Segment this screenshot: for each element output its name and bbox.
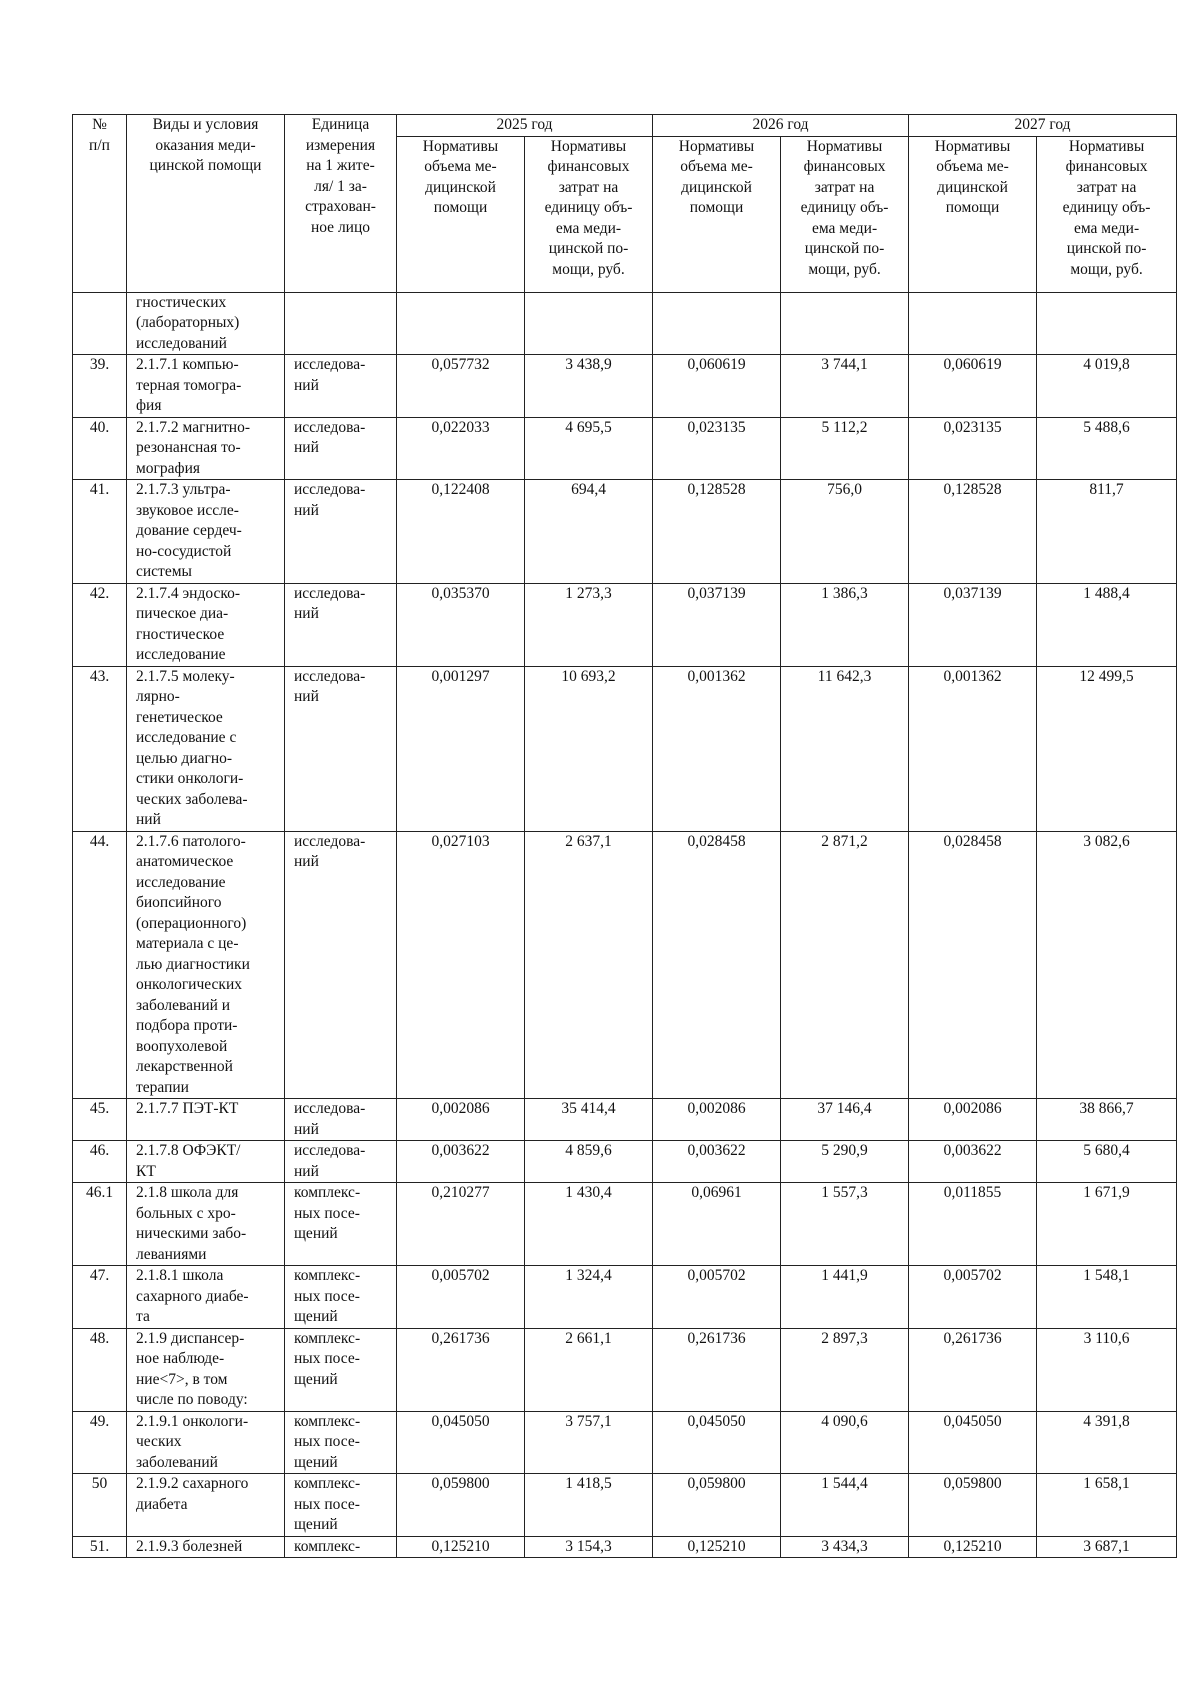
header-num: № п/п <box>73 115 127 293</box>
row-finance-2026: 11 642,3 <box>781 666 909 831</box>
header-volume-2027: Нормативы объема ме- дицинской помощи <box>909 136 1037 292</box>
row-unit: комплекс- ных посе- щений <box>285 1474 397 1537</box>
row-volume-2027: 0,003622 <box>909 1141 1037 1183</box>
row-volume-2026: 0,06961 <box>653 1183 781 1266</box>
row-unit <box>285 292 397 355</box>
header-finance-2025: Нормативы финансовых затрат на единицу объ- ема меди- цинской по- мощи, руб. <box>525 136 653 292</box>
table-row <box>73 1328 1177 1411</box>
row-number: 44. <box>73 831 127 1099</box>
table-row <box>73 292 1177 355</box>
row-unit: исследова- ний <box>285 1099 397 1141</box>
table-row <box>73 1411 1177 1474</box>
header-year-2026: 2026 год <box>653 115 909 137</box>
row-unit: комплекс- ных посе- щений <box>285 1183 397 1266</box>
row-number <box>73 292 127 355</box>
row-volume-2027: 0,128528 <box>909 480 1037 584</box>
row-finance-2026 <box>781 292 909 355</box>
row-unit: исследова- ний <box>285 1141 397 1183</box>
row-unit: комплекс- <box>285 1536 397 1558</box>
row-finance-2027: 3 082,6 <box>1037 831 1177 1099</box>
row-volume-2025: 0,002086 <box>397 1099 525 1141</box>
row-finance-2026: 37 146,4 <box>781 1099 909 1141</box>
row-volume-2025: 0,035370 <box>397 583 525 666</box>
row-volume-2025: 0,057732 <box>397 355 525 418</box>
table-row <box>73 1266 1177 1329</box>
table-row <box>73 1141 1177 1183</box>
row-kind: 2.1.9.2 сахарного диабета <box>127 1474 285 1537</box>
row-volume-2025: 0,027103 <box>397 831 525 1099</box>
row-finance-2025: 3 757,1 <box>525 1411 653 1474</box>
row-kind: 2.1.7.2 магнитно- резонансная то- мография <box>127 417 285 480</box>
row-finance-2026: 5 290,9 <box>781 1141 909 1183</box>
row-volume-2027: 0,011855 <box>909 1183 1037 1266</box>
row-volume-2027: 0,028458 <box>909 831 1037 1099</box>
row-volume-2026: 0,060619 <box>653 355 781 418</box>
row-unit: комплекс- ных посе- щений <box>285 1411 397 1474</box>
row-finance-2025: 1 324,4 <box>525 1266 653 1329</box>
row-volume-2026: 0,128528 <box>653 480 781 584</box>
row-number: 46. <box>73 1141 127 1183</box>
row-number: 41. <box>73 480 127 584</box>
header-volume-2025: Нормативы объема ме- дицинской помощи <box>397 136 525 292</box>
table-row <box>73 1183 1177 1266</box>
row-finance-2025: 2 661,1 <box>525 1328 653 1411</box>
row-finance-2027: 1 548,1 <box>1037 1266 1177 1329</box>
row-volume-2027: 0,261736 <box>909 1328 1037 1411</box>
row-unit: комплекс- ных посе- щений <box>285 1266 397 1329</box>
header-finance-2026: Нормативы финансовых затрат на единицу объ- ема меди- цинской по- мощи, руб. <box>781 136 909 292</box>
row-volume-2026: 0,002086 <box>653 1099 781 1141</box>
row-finance-2026: 5 112,2 <box>781 417 909 480</box>
row-kind: 2.1.7.1 компью- терная томогра- фия <box>127 355 285 418</box>
row-number: 39. <box>73 355 127 418</box>
row-finance-2025: 3 154,3 <box>525 1536 653 1558</box>
row-finance-2026: 1 441,9 <box>781 1266 909 1329</box>
row-kind: 2.1.7.6 патолого- анатомическое исследование биопсийного (операционного) материала с це- лью диагностики онкологических заболеваний и подбора проти- воопухолевой лекарственной терапии <box>127 831 285 1099</box>
row-volume-2027: 0,125210 <box>909 1536 1037 1558</box>
row-kind: 2.1.8 школа для больных с хро- ническими забо- леваниями <box>127 1183 285 1266</box>
row-volume-2026: 0,045050 <box>653 1411 781 1474</box>
row-volume-2025: 0,001297 <box>397 666 525 831</box>
table-row <box>73 417 1177 480</box>
row-finance-2027: 5 488,6 <box>1037 417 1177 480</box>
row-finance-2026: 3 744,1 <box>781 355 909 418</box>
header-unit: Единица измерения на 1 жите- ля/ 1 за- страхован- ное лицо <box>285 115 397 293</box>
row-number: 50 <box>73 1474 127 1537</box>
row-kind: 2.1.7.7 ПЭТ-КТ <box>127 1099 285 1141</box>
row-finance-2025: 1 430,4 <box>525 1183 653 1266</box>
table-row <box>73 480 1177 584</box>
row-volume-2027: 0,001362 <box>909 666 1037 831</box>
row-volume-2027: 0,002086 <box>909 1099 1037 1141</box>
row-finance-2027: 3 110,6 <box>1037 1328 1177 1411</box>
row-volume-2027: 0,060619 <box>909 355 1037 418</box>
row-unit: исследова- ний <box>285 417 397 480</box>
row-kind: 2.1.9.1 онкологи- ческих заболеваний <box>127 1411 285 1474</box>
row-finance-2026: 1 544,4 <box>781 1474 909 1537</box>
row-finance-2025: 10 693,2 <box>525 666 653 831</box>
row-volume-2026: 0,023135 <box>653 417 781 480</box>
row-volume-2025 <box>397 292 525 355</box>
table-row <box>73 1536 1177 1558</box>
row-number: 49. <box>73 1411 127 1474</box>
table-row <box>73 355 1177 418</box>
row-unit: исследова- ний <box>285 666 397 831</box>
row-finance-2026: 756,0 <box>781 480 909 584</box>
table-row <box>73 583 1177 666</box>
row-volume-2025: 0,003622 <box>397 1141 525 1183</box>
row-kind: 2.1.8.1 школа сахарного диабе- та <box>127 1266 285 1329</box>
row-unit: исследова- ний <box>285 355 397 418</box>
row-volume-2025: 0,122408 <box>397 480 525 584</box>
row-finance-2025 <box>525 292 653 355</box>
row-finance-2027: 5 680,4 <box>1037 1141 1177 1183</box>
row-unit: исследова- ний <box>285 480 397 584</box>
row-number: 42. <box>73 583 127 666</box>
header-row-years <box>73 115 1177 137</box>
row-volume-2025: 0,261736 <box>397 1328 525 1411</box>
row-finance-2026: 2 897,3 <box>781 1328 909 1411</box>
row-kind: 2.1.7.5 молеку- лярно- генетическое исследование с целью диагно- стики онкологи- ческих заболева- ний <box>127 666 285 831</box>
row-volume-2026: 0,261736 <box>653 1328 781 1411</box>
row-volume-2026: 0,037139 <box>653 583 781 666</box>
row-volume-2026: 0,005702 <box>653 1266 781 1329</box>
row-volume-2025: 0,125210 <box>397 1536 525 1558</box>
row-finance-2025: 4 695,5 <box>525 417 653 480</box>
row-finance-2026: 1 557,3 <box>781 1183 909 1266</box>
row-volume-2026: 0,059800 <box>653 1474 781 1537</box>
row-finance-2027: 3 687,1 <box>1037 1536 1177 1558</box>
row-volume-2026: 0,003622 <box>653 1141 781 1183</box>
row-finance-2025: 1 273,3 <box>525 583 653 666</box>
row-kind: 2.1.9 диспансер- ное наблюде- ние<7>, в том числе по поводу: <box>127 1328 285 1411</box>
table-row <box>73 1474 1177 1537</box>
header-volume-2026: Нормативы объема ме- дицинской помощи <box>653 136 781 292</box>
row-number: 51. <box>73 1536 127 1558</box>
table-row <box>73 666 1177 831</box>
row-volume-2025: 0,045050 <box>397 1411 525 1474</box>
row-unit: исследова- ний <box>285 583 397 666</box>
row-finance-2025: 1 418,5 <box>525 1474 653 1537</box>
row-finance-2027: 4 019,8 <box>1037 355 1177 418</box>
row-kind: 2.1.7.3 ультра- звуковое иссле- дование сердеч- но-сосудистой системы <box>127 480 285 584</box>
row-kind: 2.1.9.3 болезней <box>127 1536 285 1558</box>
row-number: 45. <box>73 1099 127 1141</box>
row-volume-2025: 0,210277 <box>397 1183 525 1266</box>
row-number: 48. <box>73 1328 127 1411</box>
row-volume-2027: 0,037139 <box>909 583 1037 666</box>
row-volume-2026: 0,028458 <box>653 831 781 1099</box>
norms-table <box>72 114 1177 1558</box>
row-volume-2026: 0,125210 <box>653 1536 781 1558</box>
row-unit: исследова- ний <box>285 831 397 1099</box>
row-volume-2025: 0,022033 <box>397 417 525 480</box>
table-row <box>73 1099 1177 1141</box>
row-kind: гностических (лабораторных) исследований <box>127 292 285 355</box>
row-unit: комплекс- ных посе- щений <box>285 1328 397 1411</box>
document-page <box>72 114 1176 1558</box>
row-finance-2025: 3 438,9 <box>525 355 653 418</box>
row-volume-2027: 0,023135 <box>909 417 1037 480</box>
header-kind: Виды и условия оказания меди- цинской помощи <box>127 115 285 293</box>
row-volume-2027 <box>909 292 1037 355</box>
row-finance-2025: 694,4 <box>525 480 653 584</box>
row-finance-2026: 3 434,3 <box>781 1536 909 1558</box>
row-finance-2027: 1 671,9 <box>1037 1183 1177 1266</box>
table-row <box>73 831 1177 1099</box>
row-number: 47. <box>73 1266 127 1329</box>
row-volume-2027: 0,005702 <box>909 1266 1037 1329</box>
row-volume-2027: 0,059800 <box>909 1474 1037 1537</box>
header-year-2027: 2027 год <box>909 115 1177 137</box>
row-finance-2025: 35 414,4 <box>525 1099 653 1141</box>
header-year-2025: 2025 год <box>397 115 653 137</box>
row-finance-2027: 1 658,1 <box>1037 1474 1177 1537</box>
row-kind: 2.1.7.8 ОФЭКТ/ КТ <box>127 1141 285 1183</box>
row-finance-2026: 1 386,3 <box>781 583 909 666</box>
row-number: 40. <box>73 417 127 480</box>
row-finance-2026: 4 090,6 <box>781 1411 909 1474</box>
row-number: 43. <box>73 666 127 831</box>
row-finance-2027: 38 866,7 <box>1037 1099 1177 1141</box>
row-volume-2026: 0,001362 <box>653 666 781 831</box>
row-kind: 2.1.7.4 эндоско- пическое диа- гностическое исследование <box>127 583 285 666</box>
row-finance-2025: 2 637,1 <box>525 831 653 1099</box>
row-volume-2025: 0,059800 <box>397 1474 525 1537</box>
row-finance-2027: 12 499,5 <box>1037 666 1177 831</box>
row-finance-2027 <box>1037 292 1177 355</box>
row-volume-2027: 0,045050 <box>909 1411 1037 1474</box>
row-volume-2025: 0,005702 <box>397 1266 525 1329</box>
row-finance-2025: 4 859,6 <box>525 1141 653 1183</box>
row-finance-2027: 1 488,4 <box>1037 583 1177 666</box>
row-volume-2026 <box>653 292 781 355</box>
header-finance-2027: Нормативы финансовых затрат на единицу объ- ема меди- цинской по- мощи, руб. <box>1037 136 1177 292</box>
row-number: 46.1 <box>73 1183 127 1266</box>
row-finance-2027: 4 391,8 <box>1037 1411 1177 1474</box>
row-finance-2026: 2 871,2 <box>781 831 909 1099</box>
row-finance-2027: 811,7 <box>1037 480 1177 584</box>
